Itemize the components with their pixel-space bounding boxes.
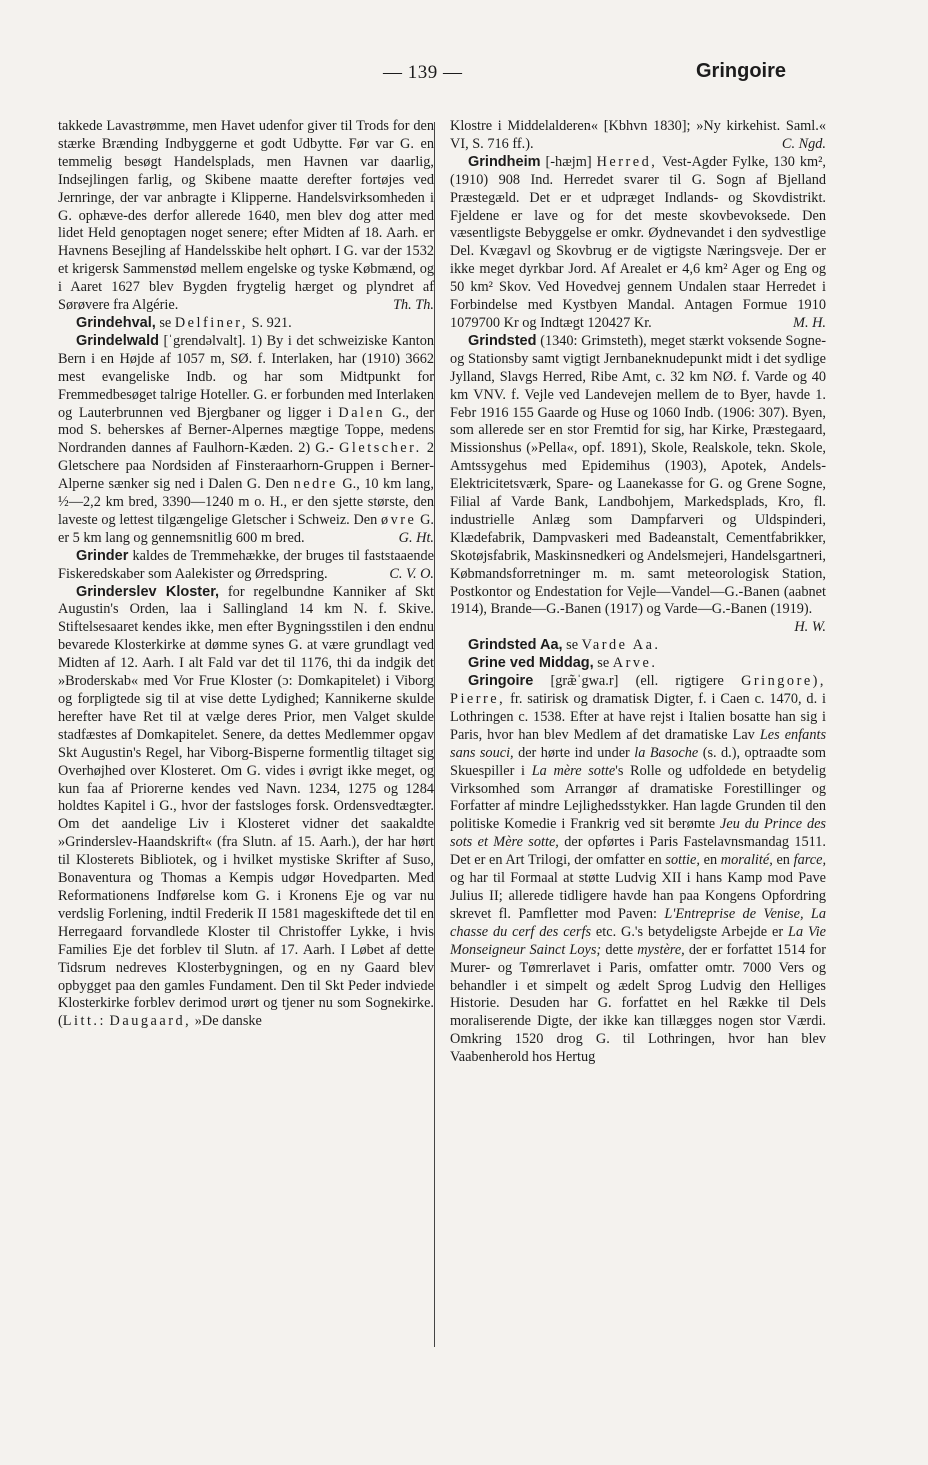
headword: Grindehval, [76,314,156,331]
entry-grindehval: Grindehval, se Delfiner, S. 921. [76,314,292,331]
left-column [58,118,434,1031]
headword: Grinderslev Kloster, [76,583,220,600]
entry-grine-ved-middag: Grine ved Middag, se Arve. [468,655,658,672]
author-signature: C. V. O. [389,565,434,582]
entry-grindsted-aa: Grindsted Aa, se Varde Aa. [468,637,661,654]
headword: Grindsted [468,332,537,349]
entry-text: takkede Lavastrømme, men Havet udenfor giver til Trods for den stærke Brænding Indbyggerne et godt Udbytte. Før var G. en temmelig besøgt Handelsplads, men Havnen var daarlig, Indsejlingen farlig, og Skibene maatte derefter fortøjes ved Jernringe, der var anbragte i Klipperne. Handelsvirksomheden i G. ophæve-des derfor allerede 1640, men blev dog atter med lidet Held genoptagen noget senere; efter Midten af 18. Aarh. er Havnens Besejling af Handelsskibe helt ophørt. I G. var der 1532 et krigersk Sammenstød mellem engelske og tyske Købmænd, og i Aaret 1627 blev Bygden frygtelig hærget og plyndret af Sørøvere fra Algérie. [58,118,434,314]
entry-grindelwald: Grindelwald [ˈgrendəlvalt]. 1) By i det schweiziske Kanton Bern i en Højde af 1057 m, SØ. f. Interlaken, har (1910) 3662 mest evangeliske Indb. og har som Midtpunkt for Fremmedbesøget talrige Hoteller. G. er forbunden med Interlaken og Lauterbrunnen ved Bjergbaner og ligger i Dalen G., der mod S. beherskes af Berner-Alpernes mægtige Toppe, medens Nordranden dannes af Faulhorn-Kæden. 2) G.- Gletscher. 2 Gletschere paa Nordsiden af Finsteraarhorn-Gruppen i Berner-Alperne sænker sig ned i Dalen G. Den nedre G., 10 km lang, ½—2,2 km bred, 3390—1240 m o. H., er den sjette største, den laveste og lettest tilgængelige Gletscher i Schweiz. Den øvre G. er 5 km lang og gennemsnitlig 600 m bred. G. Ht. [58,332,435,546]
author-signature: Th. Th. [393,297,434,314]
headword: Gringoire [468,673,534,690]
headword: Grindheim [468,153,541,170]
page-header [0,60,928,92]
entry-grindheim: Grindheim [-hæjm] Herred, Vest-Agder Fylke, 130 km², (1910) 908 Ind. Herredet svarer til G. Sogn af Bjelland Præstegæld. Det er et udpræget Indlands- og Skovdistrikt. Fjeldene er lave og for det meste skovbevoksede. Den væsentligste Bebyggelse er omkr. Øydnevandet i den sydvestlige Del. Kvægavl og Skovbrug er de vigtigste Næringsveje. Der er ikke meget dyrkbar Jord. Af Arealet er 4,6 km² Ager og Eng og 50 km² Skov. Ved Hovedvej gennem Undalen staar Herredet i Forbindelse med Kystbyen Mandal. Antagen Formue 1910 1079700 Kr og Indtægt 120427 Kr. M. H. [450,153,826,331]
entry-grinderslev-kloster: Grinderslev Kloster, for regelbundne Kanniker af Skt Augustin's Orden, laa i Sallingland 14 km N. f. Skive. Stiftelsesaaret kendes ikke, men efter Bygningsstilen i den endnu bevarede Klosterkirke at dømme synes G. at være grundlagt ved Midten af 12. Aarh. I alt Fald var det til 1176, thi da indgik det »Broderskab« med Vor Frue Kloster (ɔ: Domkapitelet) i Viborg og forpligtede sig til at vise dette Lydighed; Kannikerne skulde herefter have Ret til at vælge deres Prior, men Valget skulde stadfæstes af Domkapitelet. Senere, da dettes Medlemmer opgav Skt Augustin's Regel, har Viborg-Bisperne formentlig tiltaget sig Overhøjhed over Klosteret. Om G. vides i øvrigt ikke meget, og kun faa af Priorerne kendes ved Navn. 1234, 1275 og 1284 holdtes Kapitel i G., hvor der fastsloges forsk. Ordensvedtægter. Om det aandelige Liv i Klosteret vidner det saakaldte »Grinderslev-Haandskrift« (fra Slutn. af 15. Aarh.), der har hørt til Klosterets Bibliotek, og i hvilket mystiske Skrifter af Suso, Bonaventura og Thomas a Kempis udgør Hovedparten. Med Reformationens Indførelse kom G. i Kronens Eje og var nu verdslig Forlening, indtil Frederik II 1581 mageskiftede det til en Herregaard forvandlede Kloster til Christoffer Lykke, i hvis Families Eje det forblev til Slutn. af 17. Aarh. I Løbet af dette Tidsrum nedreves Klosterbygningen, og en ny Gaard blev opbygget paa den gamles Fundament. Den til Skt Peder indviede Klosterkirke forblev derimod urørt og tjener nu som Sognekirke. (Litt.: Daugaard, »De danske [58,583,434,1030]
author-signature: C. Ngd. [781,135,826,152]
entry-continuation [58,118,434,315]
entry-grinder: Grinder kaldes de Tremmehække, der bruges til faststaaende Fiskeredskaber som Aalekister og Ørredspring. C. V. O. [58,547,434,582]
entry-grindsted: Grindsted (1340: Grimsteth), meget stærkt voksende Sogne- og Stationsby samt vigtigt Jernbaneknudepunkt midt i det sydlige Jylland, Slavgs Herred, Ribe Amt, c. 32 km NØ. f. Varde og 40 km VNV. f. Vejle ved Landevejen mellem de to Byer, havde 1. Febr 1916 155 Gaarde og Huse og 1060 Indb. (1906: 307). Byen, som allerede ser en stor Fremtid for sig, har Kirke, Præstegaard, Missionshus (»Pella«, opf. 1891), Skole, Realskole, tekn. Skole, Amtssygehus med Epidemihus (1903), Apotek, Andels-Elektricitetsværk, Spare- og Laanekasse for G. og Grene Sogne, Filial af Varde Bank, Landbohjem, Markedsplads, Kro, fl. industrielle Anlæg som Dampfarveri og Uldspinderi, Klædefabrik, Dampvaskeri med Badeanstalt, Cementfabrikker, Skotøjsfabrik, Maskinsnedkeri og Andelsmejeri, Handelsgartneri, Købmandsforretninger m. m. samt meteorologisk Station, Postkontor og Endestation for Vejle—Vandel—G.-Banen (aabnet 1914), Brande—G.-Banen (1917) og Varde—G.-Banen (1919). H. W. [450,332,826,636]
author-signature: G. Ht. [398,529,434,546]
page-number: — 139 — [383,62,463,83]
right-column [450,118,826,1067]
headword: Grine ved Middag, [468,655,594,672]
running-head: Gringoire [695,60,786,82]
entry-continuation: Klostre i Middelalderen« [Kbhvn 1830]; »Ny kirkehist. Saml.« VI, S. 716 ff.). C. Ngd. [450,118,826,152]
author-signature: H. W. [794,619,826,636]
entry-gringoire: Gringoire [græ̃ˈgwa.r] (ell. rigtigere Gringore), Pierre, fr. satirisk og dramatisk Digter, f. i Caen c. 1470, d. i Lothringen c. 1538. Efter at have rejst i Italien bosatte han sig i Paris, hvor han blev Medlem af det dramatiske Lav Les enfants sans souci, der hørte ind under la Basoche (s. d.), optraadte som Skuespiller i La mère sotte's Rolle og udfoldede en betydelig Virksomhed som Arrangør af dramatiske Forestillinger og Forfatter af mindre Lejlighedsstykker. Han lagde Grunden til den politiske Komedie i Frankrig ved sit berømte Jeu du Prince des sots et Mère sotte, der opførtes i Paris Fastelavnsmandag 1511. Det er en Art Trilogi, der omfatter en sottie, en moralité, en farce, og har til Formaal at støtte Ludvig XII i hans Kamp mod Pave Julius II; allerede tidligere havde han paa Kongens Opfordring skrevet fl. Pamfletter mod Paven: L'Entreprise de Venise, La chasse du cerf des cerfs etc. G.'s betydeligste Arbejde er La Vie Monseigneur Sainct Loys; dette mystère, der er forfattet 1514 for Murer- og Tømrerlavet i Paris, omfatter omtr. 7000 Vers og behandler i et simpelt og ædelt Sprog Ludvig den Helliges Historie. Desuden har G. forfattet en hel Række til Dels moraliserende Digte, der ikke kan tillægges nogen stor Værdi. Omkring 1520 drog G. til Lothringen, hvor han blev Vaabenherold hos Hertug [450,673,827,1066]
author-signature: M. H. [793,314,826,331]
headword: Grinder [76,547,129,564]
column-divider [434,122,435,1347]
headword: Grindsted Aa, [468,637,563,654]
headword: Grindelwald [76,332,159,349]
